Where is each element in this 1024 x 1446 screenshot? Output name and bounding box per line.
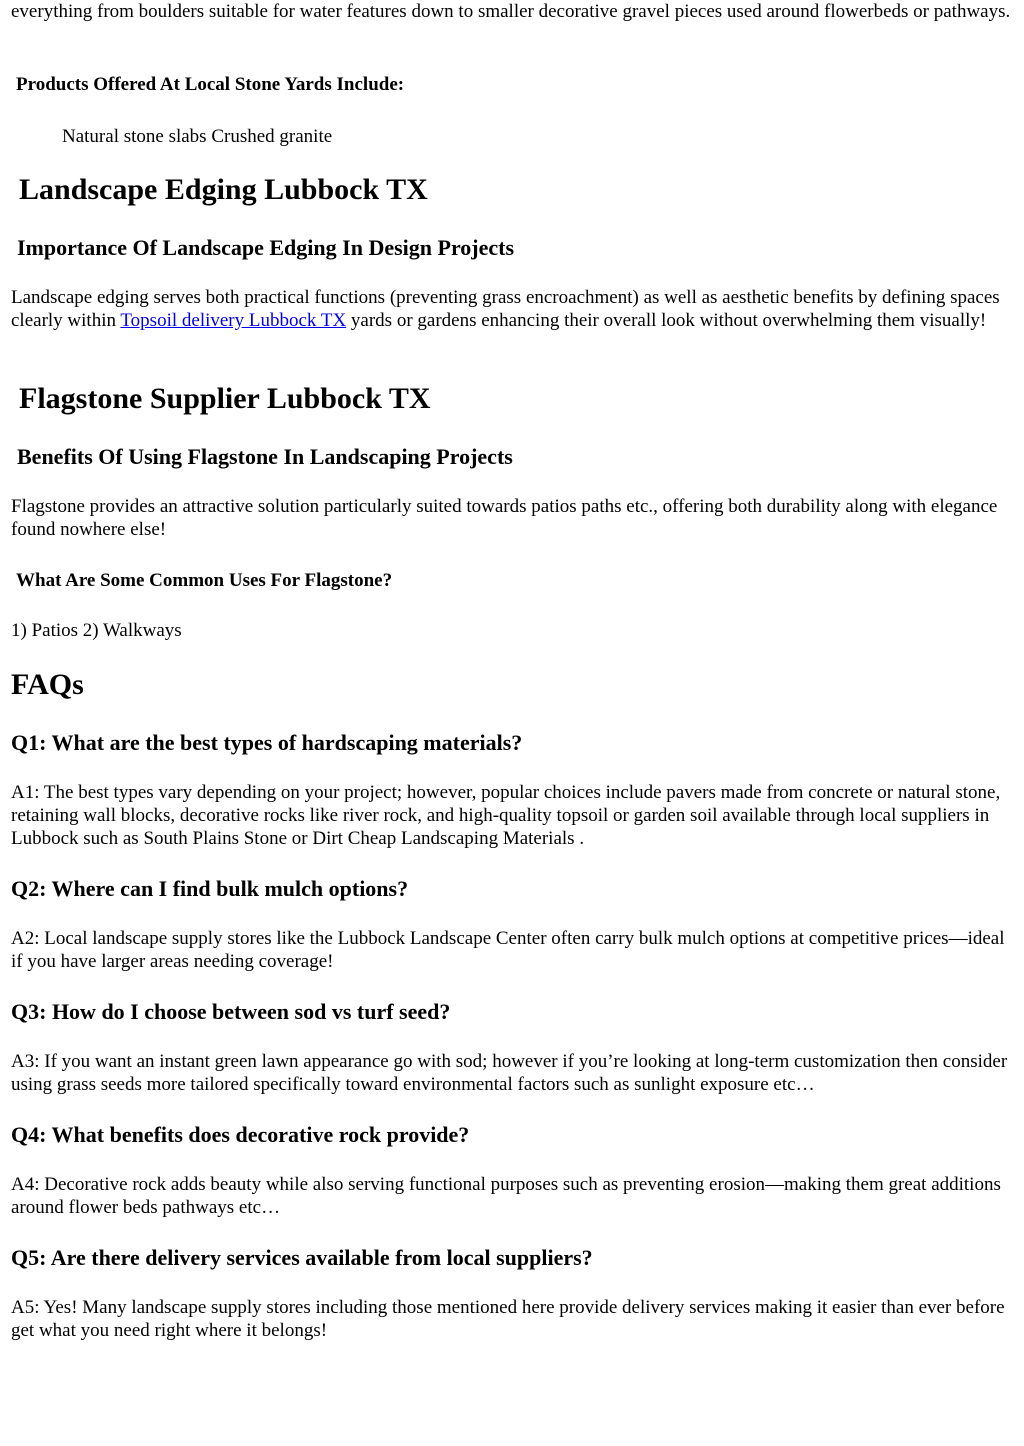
faq-answer-5: A5: Yes! Many landscape supply stores including those mentioned here provide delivery services making it easier than ever before get what you need right where it belongs! (11, 1297, 1005, 1341)
flagstone-uses-list: 1) Patios 2) Walkways (11, 620, 182, 641)
edging-subheading: Importance Of Landscape Edging In Design Projects (17, 235, 515, 260)
faq-answer-3: A3: If you want an instant green lawn appearance go with sod; however if you’re looking at long-term customization then consider using grass seeds more tailored specifically toward environmental factors such as sunlight exposure etc… (11, 1051, 1008, 1095)
intro-paragraph: everything from boulders suitable for water features down to smaller decorative gravel pieces used around flowerbeds or pathways. (11, 1, 1011, 22)
flagstone-title: Flagstone Supplier Lubbock TX (19, 382, 431, 415)
topsoil-delivery-link[interactable]: Topsoil delivery Lubbock TX (120, 310, 347, 331)
faq-answer-2: A2: Local landscape supply stores like the Lubbock Landscape Center often carry bulk mulch options at competitive prices—ideal if you have larger areas needing coverage! (11, 928, 1005, 972)
products-list: Natural stone slabs Crushed granite (62, 126, 333, 147)
edging-paragraph (11, 286, 1011, 332)
edging-text-before: Landscape edging serves both practical functions (preventing grass encroachment) as well as aesthetic benefits by defining spaces clearly within (11, 287, 1000, 331)
faq-answer-1: A1: The best types vary depending on your project; however, popular choices include pavers made from concrete or natural stone, retaining wall blocks, decorative rocks like river rock, and high-quality topsoil or garden soil available through local suppliers in Lubbock such as South Plains Stone or Dirt Cheap Landscaping Materials . (11, 782, 1001, 849)
faq-question-4: Q4: What benefits does decorative rock provide? (11, 1122, 470, 1147)
faq-question-3: Q3: How do I choose between sod vs turf seed? (11, 999, 451, 1024)
faq-question-2: Q2: Where can I find bulk mulch options? (11, 876, 409, 901)
edging-text-after: yards or gardens enhancing their overall look without overwhelming them visually! (346, 310, 987, 331)
faq-question-1: Q1: What are the best types of hardscaping materials? (11, 730, 523, 755)
faq-answer-4: A4: Decorative rock adds beauty while also serving functional purposes such as preventing erosion—making them great additions around flower beds pathways etc… (11, 1174, 1001, 1218)
edging-title: Landscape Edging Lubbock TX (19, 173, 428, 206)
flagstone-subheading: Benefits Of Using Flagstone In Landscaping Projects (17, 444, 513, 469)
faq-question-5: Q5: Are there delivery services available from local suppliers? (11, 1245, 593, 1270)
products-heading: Products Offered At Local Stone Yards Include: (16, 74, 405, 95)
faqs-title: FAQs (11, 668, 84, 701)
flagstone-paragraph: Flagstone provides an attractive solution particularly suited towards patios paths etc., offering both durability along with elegance found nowhere else! (11, 496, 998, 540)
flagstone-uses-heading: What Are Some Common Uses For Flagstone? (16, 570, 393, 591)
